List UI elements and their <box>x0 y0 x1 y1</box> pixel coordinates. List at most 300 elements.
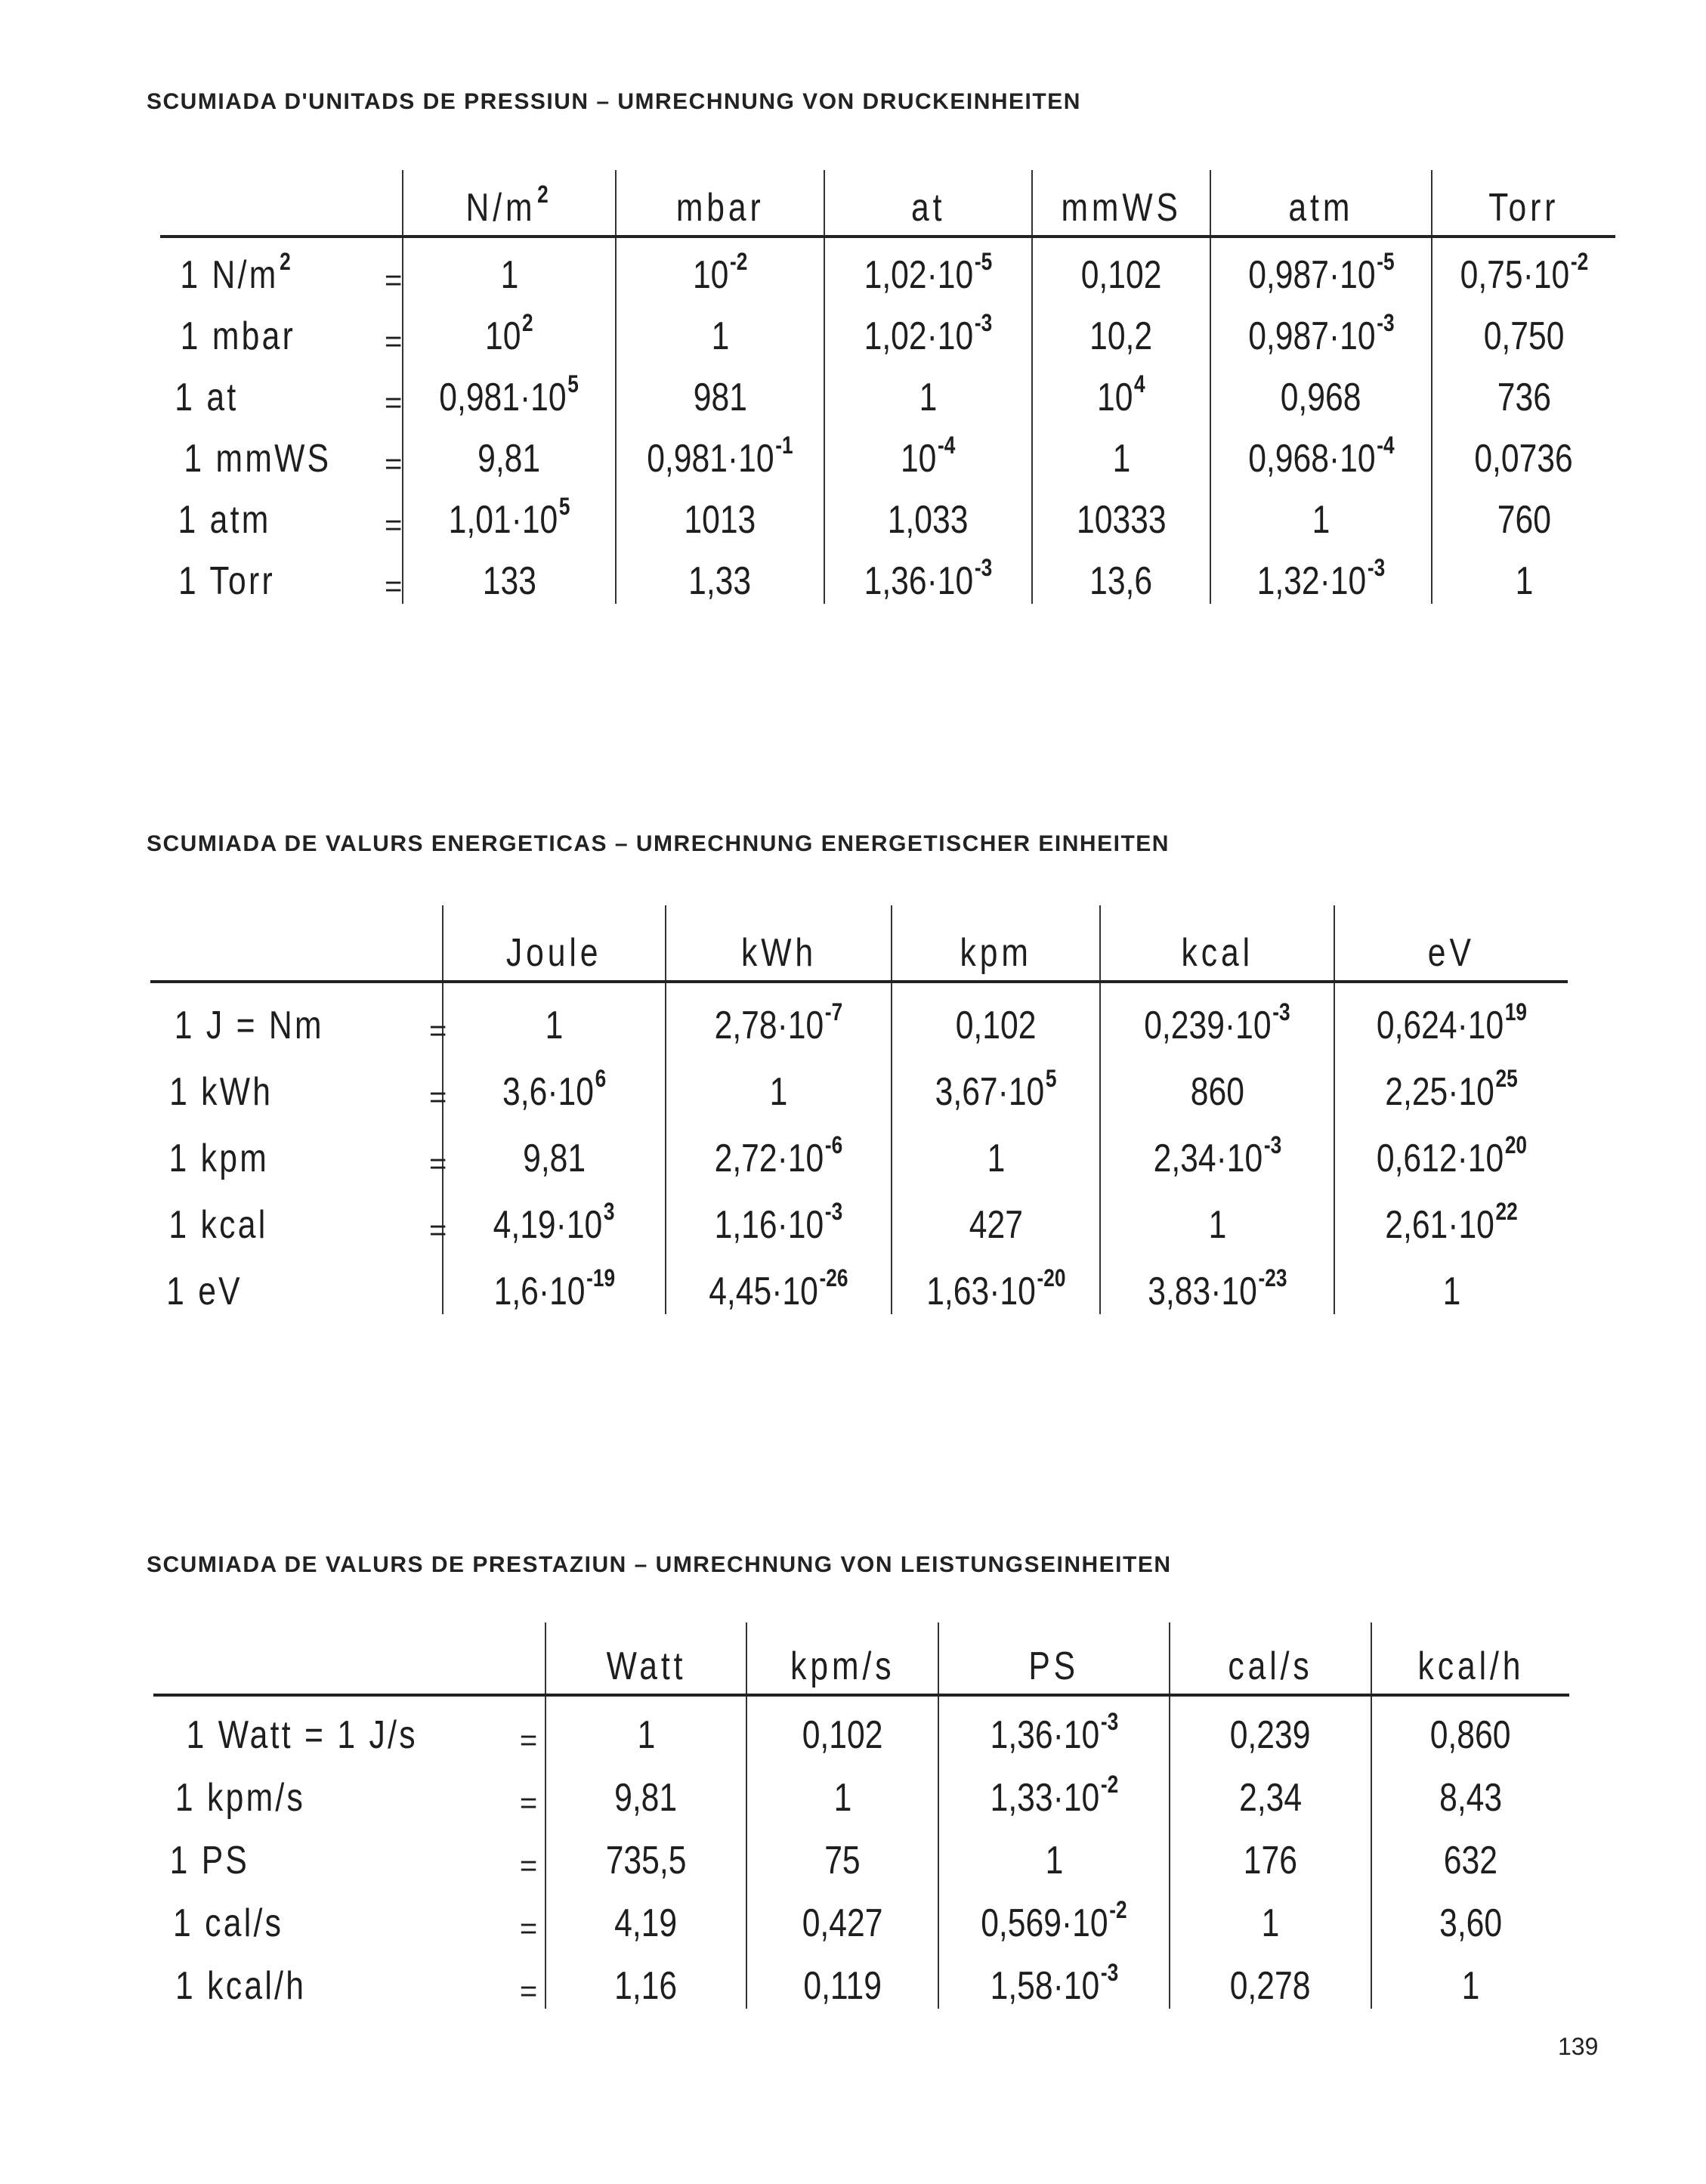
cell-value <box>1029 1644 1080 1689</box>
cell-exponent: -2 <box>1570 248 1588 275</box>
table-row <box>160 543 1615 604</box>
table-cell <box>666 1248 892 1314</box>
cell-base: 2,61·10 <box>1385 1203 1494 1247</box>
table-cell <box>545 1821 746 1883</box>
cell-base: 1,6·10 <box>493 1270 586 1313</box>
row-label <box>153 1883 512 1946</box>
cell-value <box>482 558 536 604</box>
cell-base: 735,5 <box>605 1839 687 1882</box>
equals-sign: = <box>519 1849 538 1882</box>
cell-value <box>1460 248 1588 298</box>
cell-base: 1 kWh <box>169 1070 274 1114</box>
row-label <box>160 359 385 420</box>
table-cell <box>616 237 824 298</box>
cell-base: 1,033 <box>888 498 969 542</box>
cell-base: 8,43 <box>1439 1776 1502 1820</box>
cell-base: 0,987·10 <box>1247 314 1376 358</box>
cell-exponent: 5 <box>1045 1065 1057 1092</box>
cell-value <box>615 1775 678 1821</box>
table-cell <box>824 359 1032 420</box>
table-cell <box>1371 1821 1569 1883</box>
page-number: 139 <box>1558 2033 1599 2060</box>
cell-base: 1 Watt = 1 J/s <box>186 1713 418 1757</box>
cell-value <box>1190 1069 1244 1115</box>
row-label <box>150 1115 429 1181</box>
cell-value <box>692 248 748 298</box>
cell-value <box>1289 185 1354 230</box>
table-row <box>150 1181 1568 1248</box>
table-cell <box>403 481 616 543</box>
table-cell <box>892 1248 1100 1314</box>
cell-value <box>714 1198 843 1248</box>
cell-base: 1 <box>500 253 518 297</box>
cell-base: 1,36·10 <box>864 559 974 603</box>
cell-value <box>1439 1775 1502 1821</box>
cell-value <box>1045 1838 1063 1883</box>
cell-value <box>606 1838 687 1883</box>
cell-value <box>1385 1198 1518 1248</box>
table-cell <box>892 982 1100 1048</box>
equals-sign: = <box>519 1786 538 1820</box>
cell-value <box>901 432 956 481</box>
table-row <box>160 298 1615 359</box>
cell-base: mbar <box>675 186 765 230</box>
table-cell <box>746 1946 938 2009</box>
cell-exponent: 2 <box>522 309 533 336</box>
table-cell <box>1032 481 1210 543</box>
table-cell <box>938 1946 1170 2009</box>
cell-value <box>606 1644 686 1689</box>
table-cell <box>1210 237 1432 298</box>
cell-value <box>888 497 969 543</box>
cell-value <box>1081 252 1162 298</box>
cell-base: 1,02·10 <box>864 253 974 297</box>
cell-base: 3,60 <box>1439 1901 1502 1945</box>
cell-value <box>615 1963 678 2009</box>
cell-base: 1 <box>1442 1270 1460 1313</box>
cell-value <box>465 181 553 230</box>
table-cell <box>1170 1946 1371 2009</box>
cell-base: 4,45·10 <box>709 1270 819 1313</box>
cell-base: 0,278 <box>1230 1964 1311 2008</box>
cell-value <box>545 1003 564 1048</box>
cell-value <box>1312 497 1330 543</box>
column-header <box>403 170 616 237</box>
cell-value <box>1247 248 1395 298</box>
cell-base: 0,239·10 <box>1144 1004 1272 1047</box>
cell-value <box>169 1136 270 1181</box>
cell-base: 1 cal/s <box>173 1901 284 1945</box>
cell-value <box>439 370 579 420</box>
cell-base: 1,33 <box>688 559 752 603</box>
column-header <box>443 905 666 982</box>
cell-value <box>1181 930 1253 976</box>
cell-value <box>1147 1264 1287 1314</box>
cell-value <box>803 1963 882 2009</box>
table-row <box>160 237 1615 298</box>
column-header <box>616 170 824 237</box>
cell-exponent: -3 <box>1367 554 1386 581</box>
table-cell <box>938 1695 1170 1758</box>
table-cell <box>938 1883 1170 1946</box>
table-cell <box>938 1758 1170 1821</box>
cell-value <box>1417 1644 1524 1689</box>
cell-exponent: 5 <box>567 370 579 398</box>
table-row <box>153 1821 1569 1883</box>
cell-base: Watt <box>606 1644 686 1688</box>
cell-base: 0,102 <box>1080 253 1162 297</box>
cell-value <box>689 558 752 604</box>
table-cell <box>443 1248 666 1314</box>
table-cell <box>1432 298 1615 359</box>
table-cell <box>1432 543 1615 604</box>
cell-base: kcal/h <box>1417 1644 1524 1688</box>
cell-value <box>802 1901 883 1946</box>
cell-base: 2,34 <box>1239 1776 1302 1820</box>
cell-value <box>1061 185 1181 230</box>
header-corner <box>160 170 403 237</box>
table-row <box>153 1946 1569 2009</box>
table-row <box>150 1248 1568 1314</box>
cell-exponent: 3 <box>604 1198 615 1225</box>
table-row <box>160 420 1615 481</box>
cell-value <box>1153 1131 1281 1181</box>
row-label <box>160 298 385 359</box>
cell-exponent: -2 <box>1109 1896 1127 1923</box>
row-label <box>160 420 385 481</box>
column-header <box>1334 905 1568 982</box>
cell-value <box>502 1065 607 1115</box>
table-cell <box>1371 1695 1569 1758</box>
cell-value <box>1376 1131 1527 1181</box>
cell-value <box>175 375 238 420</box>
cell-value <box>485 309 533 359</box>
cell-base: 1 <box>833 1776 851 1820</box>
cell-base: 1,33·10 <box>990 1776 1099 1820</box>
cell-base: 632 <box>1443 1839 1498 1882</box>
cell-base: atm <box>1288 186 1354 230</box>
table-cell <box>1334 1115 1568 1181</box>
cell-base: 1 <box>637 1713 655 1757</box>
cell-value <box>637 1712 655 1758</box>
cell-value <box>1439 1901 1502 1946</box>
table-cell <box>746 1695 938 1758</box>
cell-value <box>173 1901 283 1946</box>
cell-value <box>935 1065 1057 1115</box>
table-cell <box>892 1181 1100 1248</box>
cell-value <box>693 375 746 420</box>
cell-exponent: -3 <box>1100 1708 1118 1735</box>
equals-sign <box>429 1248 443 1314</box>
row-label <box>160 481 385 543</box>
equals-sign: = <box>429 1214 447 1247</box>
cell-value <box>615 1901 678 1946</box>
cell-value <box>180 248 294 298</box>
table-row <box>153 1758 1569 1821</box>
cell-value <box>864 248 993 298</box>
header-corner <box>153 1623 545 1695</box>
cell-base: Joule <box>506 931 602 975</box>
row-label <box>160 237 385 298</box>
cell-value <box>987 1136 1005 1181</box>
cell-base: 0,569·10 <box>981 1901 1108 1945</box>
cell-value <box>1444 1838 1497 1883</box>
cell-value <box>1090 558 1153 604</box>
cell-base: 1 <box>1515 559 1533 603</box>
table-cell <box>824 420 1032 481</box>
cell-value <box>1462 1963 1480 2009</box>
cell-exponent: 4 <box>1134 370 1145 398</box>
cell-value <box>960 930 1031 976</box>
cell-value <box>175 1775 305 1821</box>
cell-base: 133 <box>482 559 536 603</box>
cell-exponent: -3 <box>1272 998 1290 1025</box>
cell-base: kpm/s <box>790 1644 895 1688</box>
cell-value <box>1230 1712 1311 1758</box>
cell-value <box>864 554 993 604</box>
cell-value <box>187 1712 418 1758</box>
cell-exponent: -20 <box>1037 1264 1066 1292</box>
cell-value <box>647 432 793 481</box>
cell-base: 0,987·10 <box>1247 253 1376 297</box>
table-cell <box>824 543 1032 604</box>
equals-sign: = <box>519 1912 538 1945</box>
cell-value <box>969 1202 1022 1248</box>
cell-value <box>1262 1901 1280 1946</box>
cell-base: 1 kpm <box>168 1137 270 1180</box>
table-cell <box>443 1115 666 1181</box>
cell-base: 736 <box>1497 376 1551 419</box>
cell-value <box>448 493 570 543</box>
cell-value <box>1497 497 1550 543</box>
conversion-table <box>150 905 1568 1314</box>
row-label <box>150 1048 429 1115</box>
table-cell <box>1170 1695 1371 1758</box>
table-cell <box>545 1883 746 1946</box>
cell-value <box>990 1959 1118 2009</box>
cell-base: 176 <box>1243 1839 1298 1882</box>
table-cell <box>1371 1883 1569 1946</box>
header-row <box>160 170 1615 237</box>
cell-base: 1 <box>1312 498 1330 542</box>
cell-base: 1 N/m <box>180 253 279 297</box>
cell-base: 10 <box>901 437 937 481</box>
cell-value <box>493 1264 615 1314</box>
cell-value <box>711 314 729 359</box>
cell-value <box>1281 375 1361 420</box>
cell-exponent: -2 <box>729 248 748 275</box>
cell-base: 1 mbar <box>180 314 296 358</box>
table-cell <box>403 298 616 359</box>
cell-base: 0,0736 <box>1474 437 1574 481</box>
equals-sign: = <box>385 570 403 603</box>
cell-value <box>926 1264 1066 1314</box>
equals-sign: = <box>519 1724 538 1757</box>
cell-base: 1,36·10 <box>990 1713 1099 1757</box>
cell-base: N/m <box>465 186 536 230</box>
table-cell <box>1210 481 1432 543</box>
cell-value <box>170 1838 250 1883</box>
cell-value <box>714 998 843 1048</box>
cell-base: at <box>910 186 946 230</box>
cell-base: 0,75·10 <box>1460 253 1569 297</box>
table-cell <box>616 359 824 420</box>
table-cell <box>1032 298 1210 359</box>
cell-exponent: -3 <box>974 309 993 336</box>
cell-value <box>184 436 331 481</box>
column-header <box>1170 1623 1371 1695</box>
table-cell <box>746 1758 938 1821</box>
table-cell <box>403 420 616 481</box>
cell-value <box>168 1202 267 1248</box>
table-cell <box>892 1115 1100 1181</box>
cell-base: 1 <box>711 314 729 358</box>
table-cell <box>1170 1821 1371 1883</box>
cell-value <box>790 1644 895 1689</box>
table-cell <box>616 481 824 543</box>
table-cell <box>616 543 824 604</box>
cell-exponent: 2 <box>537 181 553 208</box>
cell-base: 1 <box>769 1070 788 1114</box>
cell-value <box>824 1838 860 1883</box>
cell-base: 1 atm <box>178 498 271 542</box>
cell-base: 1,16·10 <box>714 1203 824 1247</box>
table-cell <box>824 298 1032 359</box>
cell-value <box>990 1708 1118 1758</box>
column-header <box>545 1623 746 1695</box>
cell-value <box>178 558 275 604</box>
cell-base: 0,612·10 <box>1376 1137 1504 1180</box>
cell-exponent: 6 <box>595 1065 607 1092</box>
cell-value <box>1484 314 1565 359</box>
cell-value <box>1247 432 1395 481</box>
cell-value <box>1097 370 1145 420</box>
cell-base: 75 <box>824 1839 861 1882</box>
cell-value <box>493 1198 615 1248</box>
cell-value <box>685 497 756 543</box>
header-corner <box>150 905 443 982</box>
cell-value <box>1428 930 1475 976</box>
cell-value <box>178 497 271 543</box>
cell-value <box>1497 375 1550 420</box>
conversion-table <box>160 170 1615 604</box>
cell-value <box>1090 314 1153 359</box>
cell-exponent: -4 <box>1376 432 1395 459</box>
cell-base: 1 PS <box>169 1839 250 1882</box>
cell-base: 1 Torr <box>178 559 275 603</box>
cell-exponent: 2 <box>280 248 294 275</box>
table-cell <box>1432 237 1615 298</box>
table-cell <box>443 1181 666 1248</box>
cell-exponent: -7 <box>824 998 843 1025</box>
cell-base: 1 <box>1208 1203 1226 1247</box>
cell-value <box>911 185 945 230</box>
cell-base: 0,860 <box>1430 1713 1511 1757</box>
table-cell <box>1100 1181 1334 1248</box>
table-cell <box>666 1048 892 1115</box>
table-cell <box>443 982 666 1048</box>
cell-exponent: -23 <box>1258 1264 1287 1292</box>
cell-exponent: 19 <box>1504 998 1527 1025</box>
cell-exponent: 22 <box>1495 1198 1518 1225</box>
cell-base: 1,16 <box>614 1964 678 2008</box>
cell-value <box>919 375 938 420</box>
table-cell <box>545 1758 746 1821</box>
table-cell <box>1432 359 1615 420</box>
cell-value <box>770 1069 788 1115</box>
cell-base: 0,750 <box>1483 314 1565 358</box>
table-cell <box>1032 237 1210 298</box>
cell-value <box>1376 998 1527 1048</box>
row-label <box>153 1695 512 1758</box>
cell-exponent: -1 <box>775 432 793 459</box>
cell-base: 1 at <box>175 376 239 419</box>
cell-value <box>1144 998 1290 1048</box>
cell-base: 1 kpm/s <box>175 1776 306 1820</box>
table-cell <box>1371 1946 1569 2009</box>
cell-base: mmWS <box>1061 186 1182 230</box>
cell-base: 9,81 <box>477 437 541 481</box>
table-row <box>153 1695 1569 1758</box>
column-header <box>1100 905 1334 982</box>
row-label <box>150 1181 429 1248</box>
table-cell <box>403 543 616 604</box>
cell-base: 1,63·10 <box>926 1270 1036 1313</box>
table-row <box>153 1883 1569 1946</box>
cell-value <box>169 1069 273 1115</box>
cell-base: 0,981·10 <box>647 437 774 481</box>
cell-exponent: -3 <box>974 554 993 581</box>
cell-base: 10 <box>1097 376 1133 419</box>
table-row <box>150 1048 1568 1115</box>
cell-base: 10333 <box>1076 498 1167 542</box>
cell-base: 760 <box>1497 498 1551 542</box>
table-cell <box>1334 982 1568 1048</box>
table-cell <box>1100 982 1334 1048</box>
column-header <box>1032 170 1210 237</box>
cell-value <box>833 1775 851 1821</box>
cell-value <box>1256 554 1386 604</box>
cell-value <box>1475 436 1573 481</box>
table-cell <box>403 237 616 298</box>
cell-exponent: -19 <box>586 1264 615 1292</box>
cell-base: 2,25·10 <box>1385 1070 1494 1114</box>
table-cell <box>403 359 616 420</box>
cell-value <box>709 1264 848 1314</box>
column-header <box>1432 170 1615 237</box>
cell-exponent: 20 <box>1504 1131 1527 1159</box>
table-cell <box>1334 1248 1568 1314</box>
cell-base: 0,968 <box>1281 376 1361 419</box>
table-title: SCUMIADA DE VALURS ENERGETICAS – UMRECHNUNG ENERGETISCHER EINHEITEN <box>147 831 1170 856</box>
cell-exponent: -3 <box>1376 309 1395 336</box>
cell-base: 1 <box>987 1137 1005 1180</box>
table-cell <box>616 420 824 481</box>
cell-base: 1 <box>545 1004 564 1047</box>
table-cell <box>1170 1758 1371 1821</box>
cell-value <box>802 1712 883 1758</box>
cell-value <box>1442 1269 1460 1314</box>
cell-value <box>990 1771 1118 1821</box>
table-cell <box>892 1048 1100 1115</box>
cell-base: 1,01·10 <box>448 498 558 542</box>
cell-base: 1 kcal/h <box>175 1964 307 2008</box>
table-cell <box>545 1695 746 1758</box>
table-cell <box>746 1883 938 1946</box>
row-label <box>153 1946 512 2009</box>
equals-sign: = <box>385 325 403 358</box>
column-header <box>746 1623 938 1695</box>
